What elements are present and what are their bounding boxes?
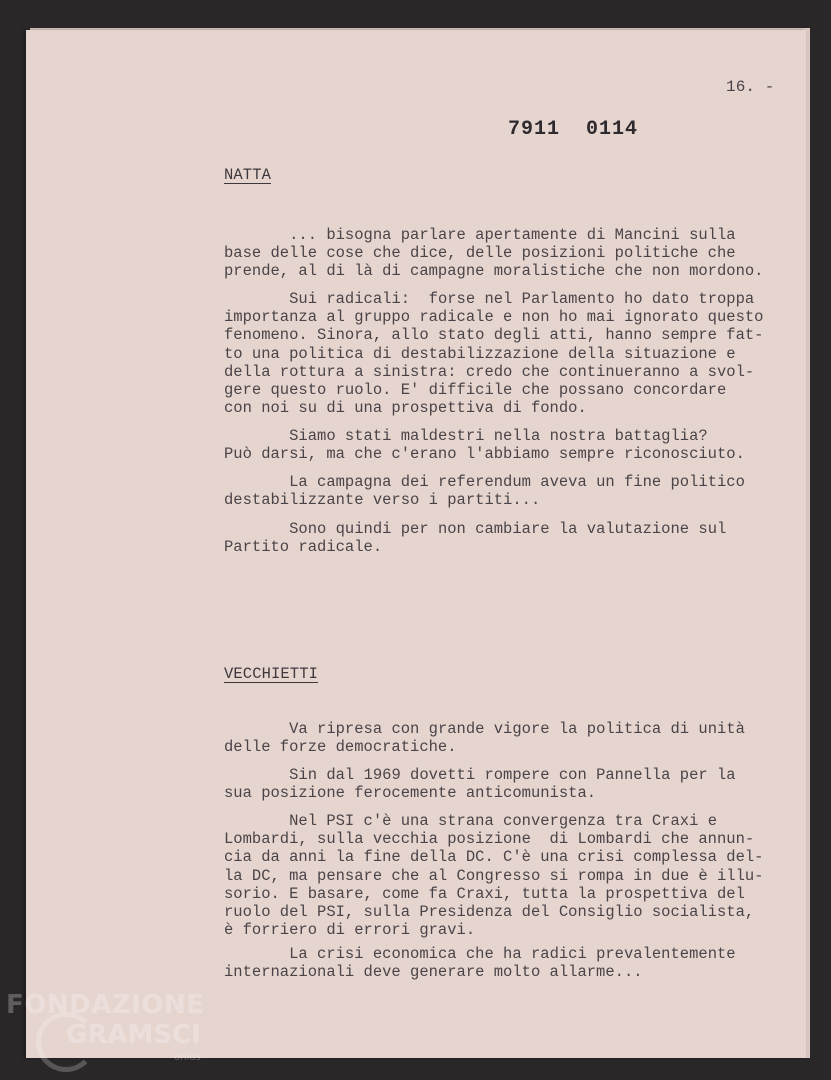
paragraph: Siamo stati maldestri nella nostra battaglia? Può darsi, ma che c'erano l'abbiamo sempre riconosciuto. [224, 427, 745, 464]
paragraph: ... bisogna parlare apertamente di Mancini sulla base delle cose che dice, delle posizioni politiche che prende, al di là di campagne moralistiche che non mordono. [224, 226, 764, 281]
paragraph: Sono quindi per non cambiare la valutazione sul Partito radicale. [224, 520, 727, 557]
watermark-line-3: onlus [174, 1052, 201, 1063]
paragraph: La campagna dei referendum aveva un fine politico destabilizzante verso i partiti... [224, 473, 745, 510]
paragraph: Sin dal 1969 dovetti rompere con Pannella per la sua posizione ferocemente anticomunista. [224, 766, 736, 803]
watermark-line-1: FONDAZIONE [6, 990, 205, 1020]
reference-code: 7911 0114 [508, 118, 639, 141]
paragraph: La crisi economica che ha radici prevalentemente internazionali deve generare molto allarme... [224, 945, 736, 982]
watermark-line-2: GRAMSCI [66, 1020, 201, 1050]
document-page [26, 30, 806, 1058]
paragraph: Sui radicali: forse nel Parlamento ho dato troppa importanza al gruppo radicale e non ho mai ignorato questo fenomeno. Sinora, allo stato degli atti, hanno sempre fat- to una politica di destabilizzazione della situazione e della rottura a sinistra: credo che continueranno a svol- gere questo ruolo. E' difficile che possano concordare con noi su di una prospettiva di fondo. [224, 290, 764, 418]
paragraph: Nel PSI c'è una strana convergenza tra Craxi e Lombardi, sulla vecchia posizione di Lombardi che annun- cia da anni la fine della DC. C'è una crisi complessa del- la DC, ma pensare che al Congresso si rompa in due è illu- sorio. E basare, come fa Craxi, tutta la prospettiva del ruolo del PSI, sulla Presidenza del Consiglio socialista, è forriero di errori gravi. [224, 812, 764, 940]
fondazione-gramsci-watermark [6, 990, 205, 1063]
section-heading-vecchietti: VECCHIETTI [224, 665, 319, 683]
section-heading-natta: NATTA [224, 166, 272, 184]
paragraph: Va ripresa con grande vigore la politica di unità delle forze democratiche. [224, 720, 745, 757]
page-number: 16. - [726, 78, 775, 96]
